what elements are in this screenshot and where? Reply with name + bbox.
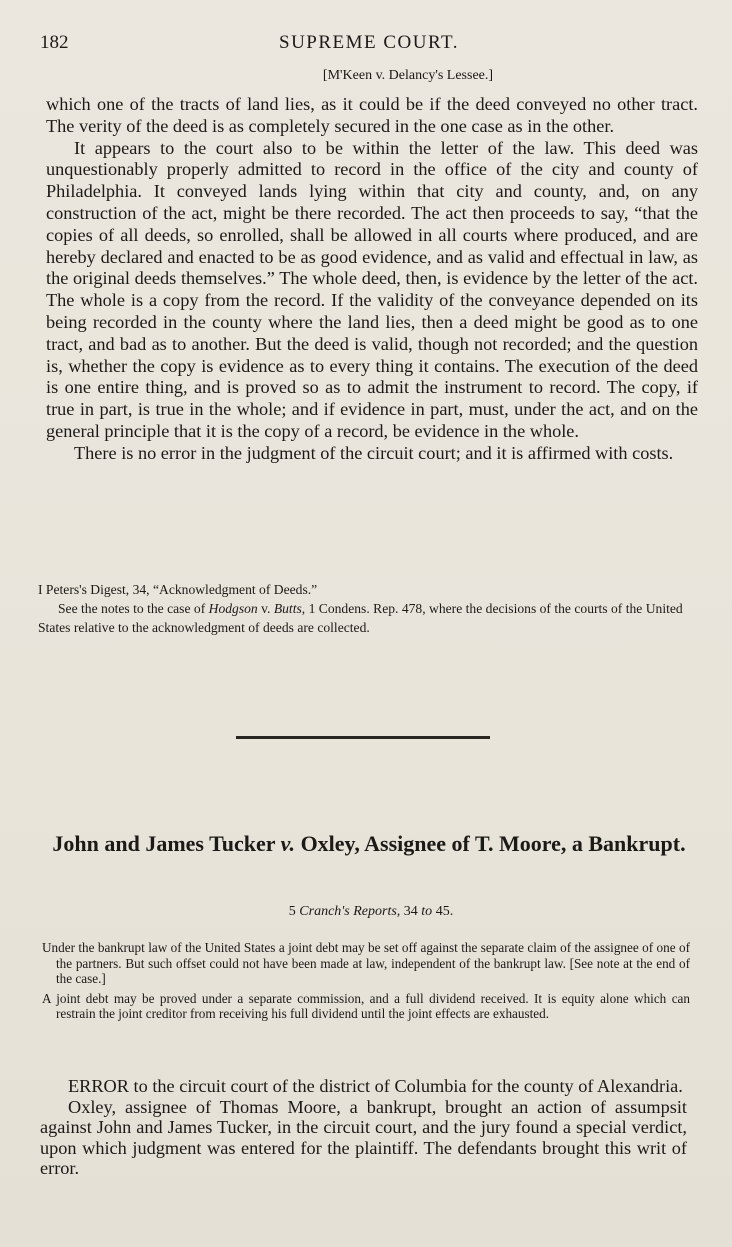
error-lead: ERROR (68, 1076, 129, 1096)
case-title (40, 832, 698, 856)
footnote: I Peters's Digest, 34, “Acknowledgment of Deeds.” (38, 582, 318, 597)
case-title-text: Oxley, Assignee of T. Moore, a Bankrupt. (295, 831, 686, 856)
opinion-paragraph (40, 1076, 687, 1097)
opinion-text-span: to the circuit court of the district of Columbia for the county of Alexandria. (128, 1076, 683, 1096)
headnote: Under the bankrupt law of the United States a joint debt may be set off against the separate claim of the assignee of one of the partners. But such offset could not have been made at law, independent of the bankrupt law. [See note at the end of the case.] (42, 940, 690, 987)
case-name-italic: Butts (273, 601, 302, 616)
body-text (46, 94, 698, 465)
citation-pages: 34 (400, 904, 422, 919)
body-paragraph: which one of the tracts of land lies, as it could be if the deed conveyed no other tract. The verity of the deed is as completely secured in the one case as in the other. (46, 94, 698, 136)
opinion-paragraph: Oxley, assignee of Thomas Moore, a bankrupt, brought an action of assumpsit against John and James Tucker, in the circuit court, and the jury found a special verdict, upon which judgment was entered for the plaintiff. The defendants brought this writ of error. (40, 1096, 687, 1178)
section-divider (236, 736, 490, 739)
case-name-italic: Hodgson (208, 601, 258, 616)
headnotes (42, 940, 690, 1026)
footnote-text: v. (257, 601, 274, 616)
footnote-text: See the notes to the case of (58, 601, 209, 616)
citation-volume: 5 (288, 904, 300, 919)
citation-pages: 45. (432, 904, 454, 919)
footnote (38, 599, 696, 637)
case-citation (0, 904, 732, 920)
footnote-text: , 1 Condens. Rep. 478, where the decisions of the courts of the United States relative to the acknowledgment of deeds are collected. (38, 601, 683, 635)
citation-to: to (421, 904, 433, 919)
case-reference: [M'Keen v. Delancy's Lessee.] (322, 68, 494, 83)
opinion-text (40, 1076, 687, 1179)
running-head: SUPREME COURT. (279, 32, 459, 53)
headnote: A joint debt may be proved under a separate commission, and a full dividend received. It is equity alone which can restrain the joint creditor from receiving his full dividend until the joint effects are exhausted. (42, 990, 690, 1022)
case-title-versus: v. (280, 831, 296, 856)
footnotes (38, 580, 696, 637)
body-paragraph: It appears to the court also to be within the letter of the law. This deed was unquestionably properly admitted to record in the office of the city and county of Philadelphia. It conveyed lands lying within that city and county, and, on any construction of the act, might be there recorded. The act then proceeds to say, “that the copies of all deeds, so enrolled, shall be allowed in all courts where produced, and are hereby declared and enacted to be as good evidence, and as valid and effectual in law, as the original deeds themselves.” The whole deed, then, is evidence by the letter of the act. The whole is a copy from the record. If the validity of the conveyance depended on its being recorded in the county where the land lies, then a deed might be good as to one tract, and bad as to another. But the deed is valid, though not recorded; and the question is, whether the copy is evidence as to every thing it contains. The execution of the deed is one entire thing, and is proved so as to admit the instrument to record. The copy, if true in part, is true in the whole; and if evidence in part, must, under the act, and on the general principle that it is the copy of a record, be evidence in the whole. (46, 137, 698, 441)
body-paragraph: There is no error in the judgment of the circuit court; and it is affirmed with costs. (74, 442, 674, 463)
page-header (40, 32, 698, 58)
citation-reporter: Cranch's Reports, (299, 904, 401, 919)
case-title-text: John and James Tucker (52, 831, 281, 856)
page-number: 182 (40, 32, 69, 53)
